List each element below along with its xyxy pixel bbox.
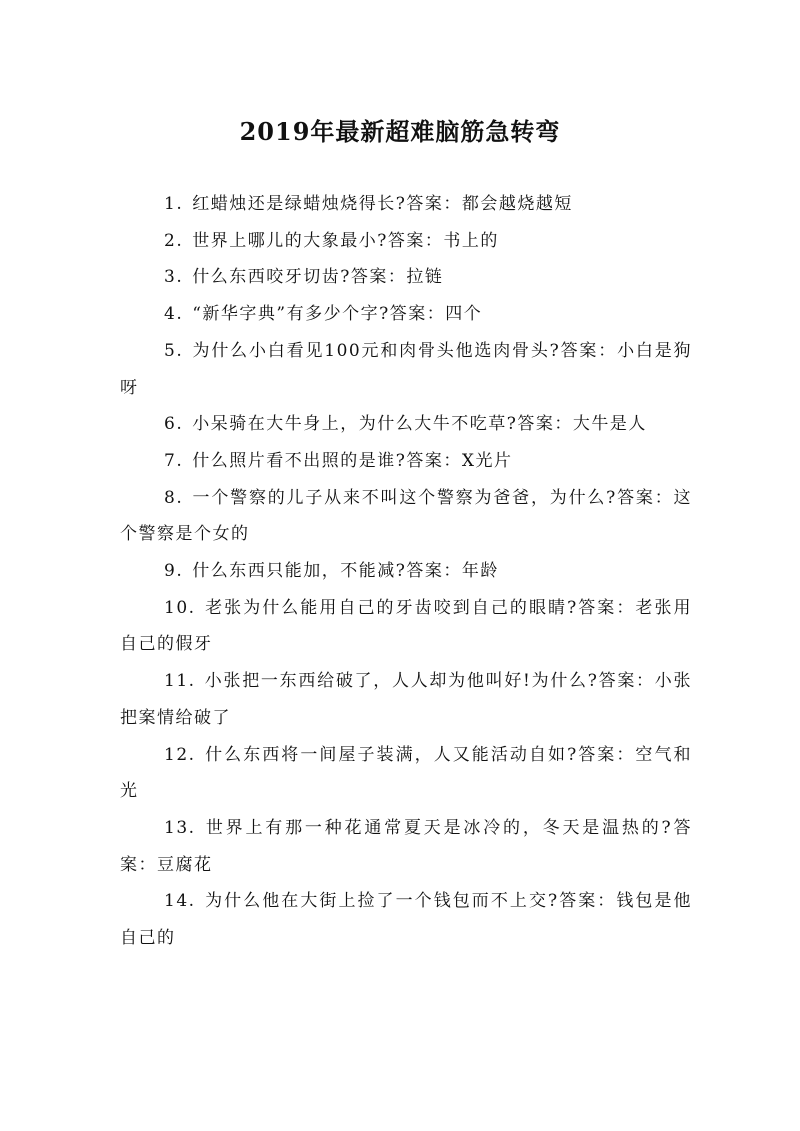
item-number: 4. [164, 304, 184, 325]
item-number: 10. [164, 597, 196, 618]
list-item [120, 333, 692, 406]
riddle-list [120, 186, 692, 957]
answer-text: 这个警察是个女的 [120, 487, 693, 545]
question-text: 什么东西咬牙切齿? [192, 267, 351, 288]
answer-label: 答案： [560, 340, 618, 361]
answer-label: 答案： [120, 817, 693, 875]
answer-label: 答案： [406, 450, 462, 471]
list-item [120, 259, 692, 296]
answer-text: 小张把案情给破了 [120, 671, 693, 728]
question-text: 什么东西将一间屋子装满，人又能活动自如? [204, 744, 578, 765]
answer-text: 老张用自己的假牙 [120, 597, 693, 655]
answer-text: X光片 [461, 450, 513, 471]
question-text: 什么东西只能加，不能减? [192, 561, 407, 582]
list-item [120, 883, 692, 956]
answer-text: 都会越烧越短 [461, 194, 573, 214]
item-number: 13. [164, 817, 196, 838]
question-text: 小呆骑在大牛身上，为什么大牛不吃草? [192, 414, 518, 435]
item-number: 3. [164, 267, 184, 288]
answer-label: 答案： [350, 267, 407, 288]
item-number: 1. [164, 194, 184, 214]
answer-text: 豆腐花 [157, 854, 213, 875]
question-text: 世界上哪儿的大象最小? [192, 230, 388, 251]
answer-text: 年龄 [461, 561, 499, 582]
answer-label: 答案： [598, 671, 655, 692]
question-text: 红蜡烛还是绿蜡烛烧得长? [192, 194, 407, 214]
question-text: 世界上有那一种花通常夏天是冰冷的，冬天是温热的? [204, 817, 673, 838]
answer-text: 四个 [445, 304, 483, 325]
answer-label: 答案： [389, 304, 446, 325]
page-title: 2019年最新超难脑筋急转弯 [239, 117, 561, 147]
item-number: 12. [164, 744, 196, 765]
item-number: 11. [164, 671, 196, 692]
answer-label: 答案： [577, 597, 636, 618]
answer-text: 钱包是他自己的 [120, 891, 693, 949]
answer-label: 答案： [577, 744, 636, 765]
answer-label: 答案： [406, 561, 462, 582]
question-text: 老张为什么能用自己的牙齿咬到自己的眼睛? [204, 597, 578, 618]
item-number: 2. [164, 230, 184, 251]
question-text: 为什么他在大街上捡了一个钱包而不上交? [204, 891, 559, 912]
answer-text: 拉链 [406, 267, 444, 288]
question-text: 什么照片看不出照的是谁? [192, 450, 407, 471]
answer-text: 空气和光 [120, 744, 693, 802]
list-item [120, 186, 692, 223]
list-item [120, 223, 692, 260]
list-item [120, 590, 692, 663]
answer-text: 小白是狗呀 [120, 340, 693, 398]
list-item [120, 553, 692, 590]
question-text: “新华字典”有多少个字? [192, 304, 390, 325]
item-number: 7. [164, 450, 184, 471]
list-item [120, 663, 692, 736]
list-item [120, 296, 692, 333]
question-text: 小张把一东西给破了，人人却为他叫好!为什么? [204, 671, 599, 692]
list-item [120, 480, 692, 553]
answer-label: 答案： [517, 414, 573, 435]
list-item [120, 443, 692, 480]
answer-label: 答案： [406, 194, 462, 214]
question-text: 一个警察的儿子从来不叫这个警察为爸爸，为什么? [192, 487, 617, 508]
answer-label: 答案： [387, 230, 444, 251]
item-number: 5. [164, 340, 184, 361]
item-number: 9. [164, 561, 184, 582]
list-item [120, 406, 692, 443]
item-number: 6. [164, 414, 184, 435]
answer-text: 大牛是人 [572, 414, 647, 435]
list-item [120, 810, 692, 883]
list-item [120, 737, 692, 810]
question-text: 为什么小白看见100元和肉骨头他选肉骨头? [192, 340, 561, 361]
answer-label: 答案： [558, 891, 617, 912]
answer-text: 书上的 [443, 230, 499, 251]
answer-label: 答案： [616, 487, 674, 508]
item-number: 14. [164, 891, 196, 912]
item-number: 8. [164, 487, 184, 508]
